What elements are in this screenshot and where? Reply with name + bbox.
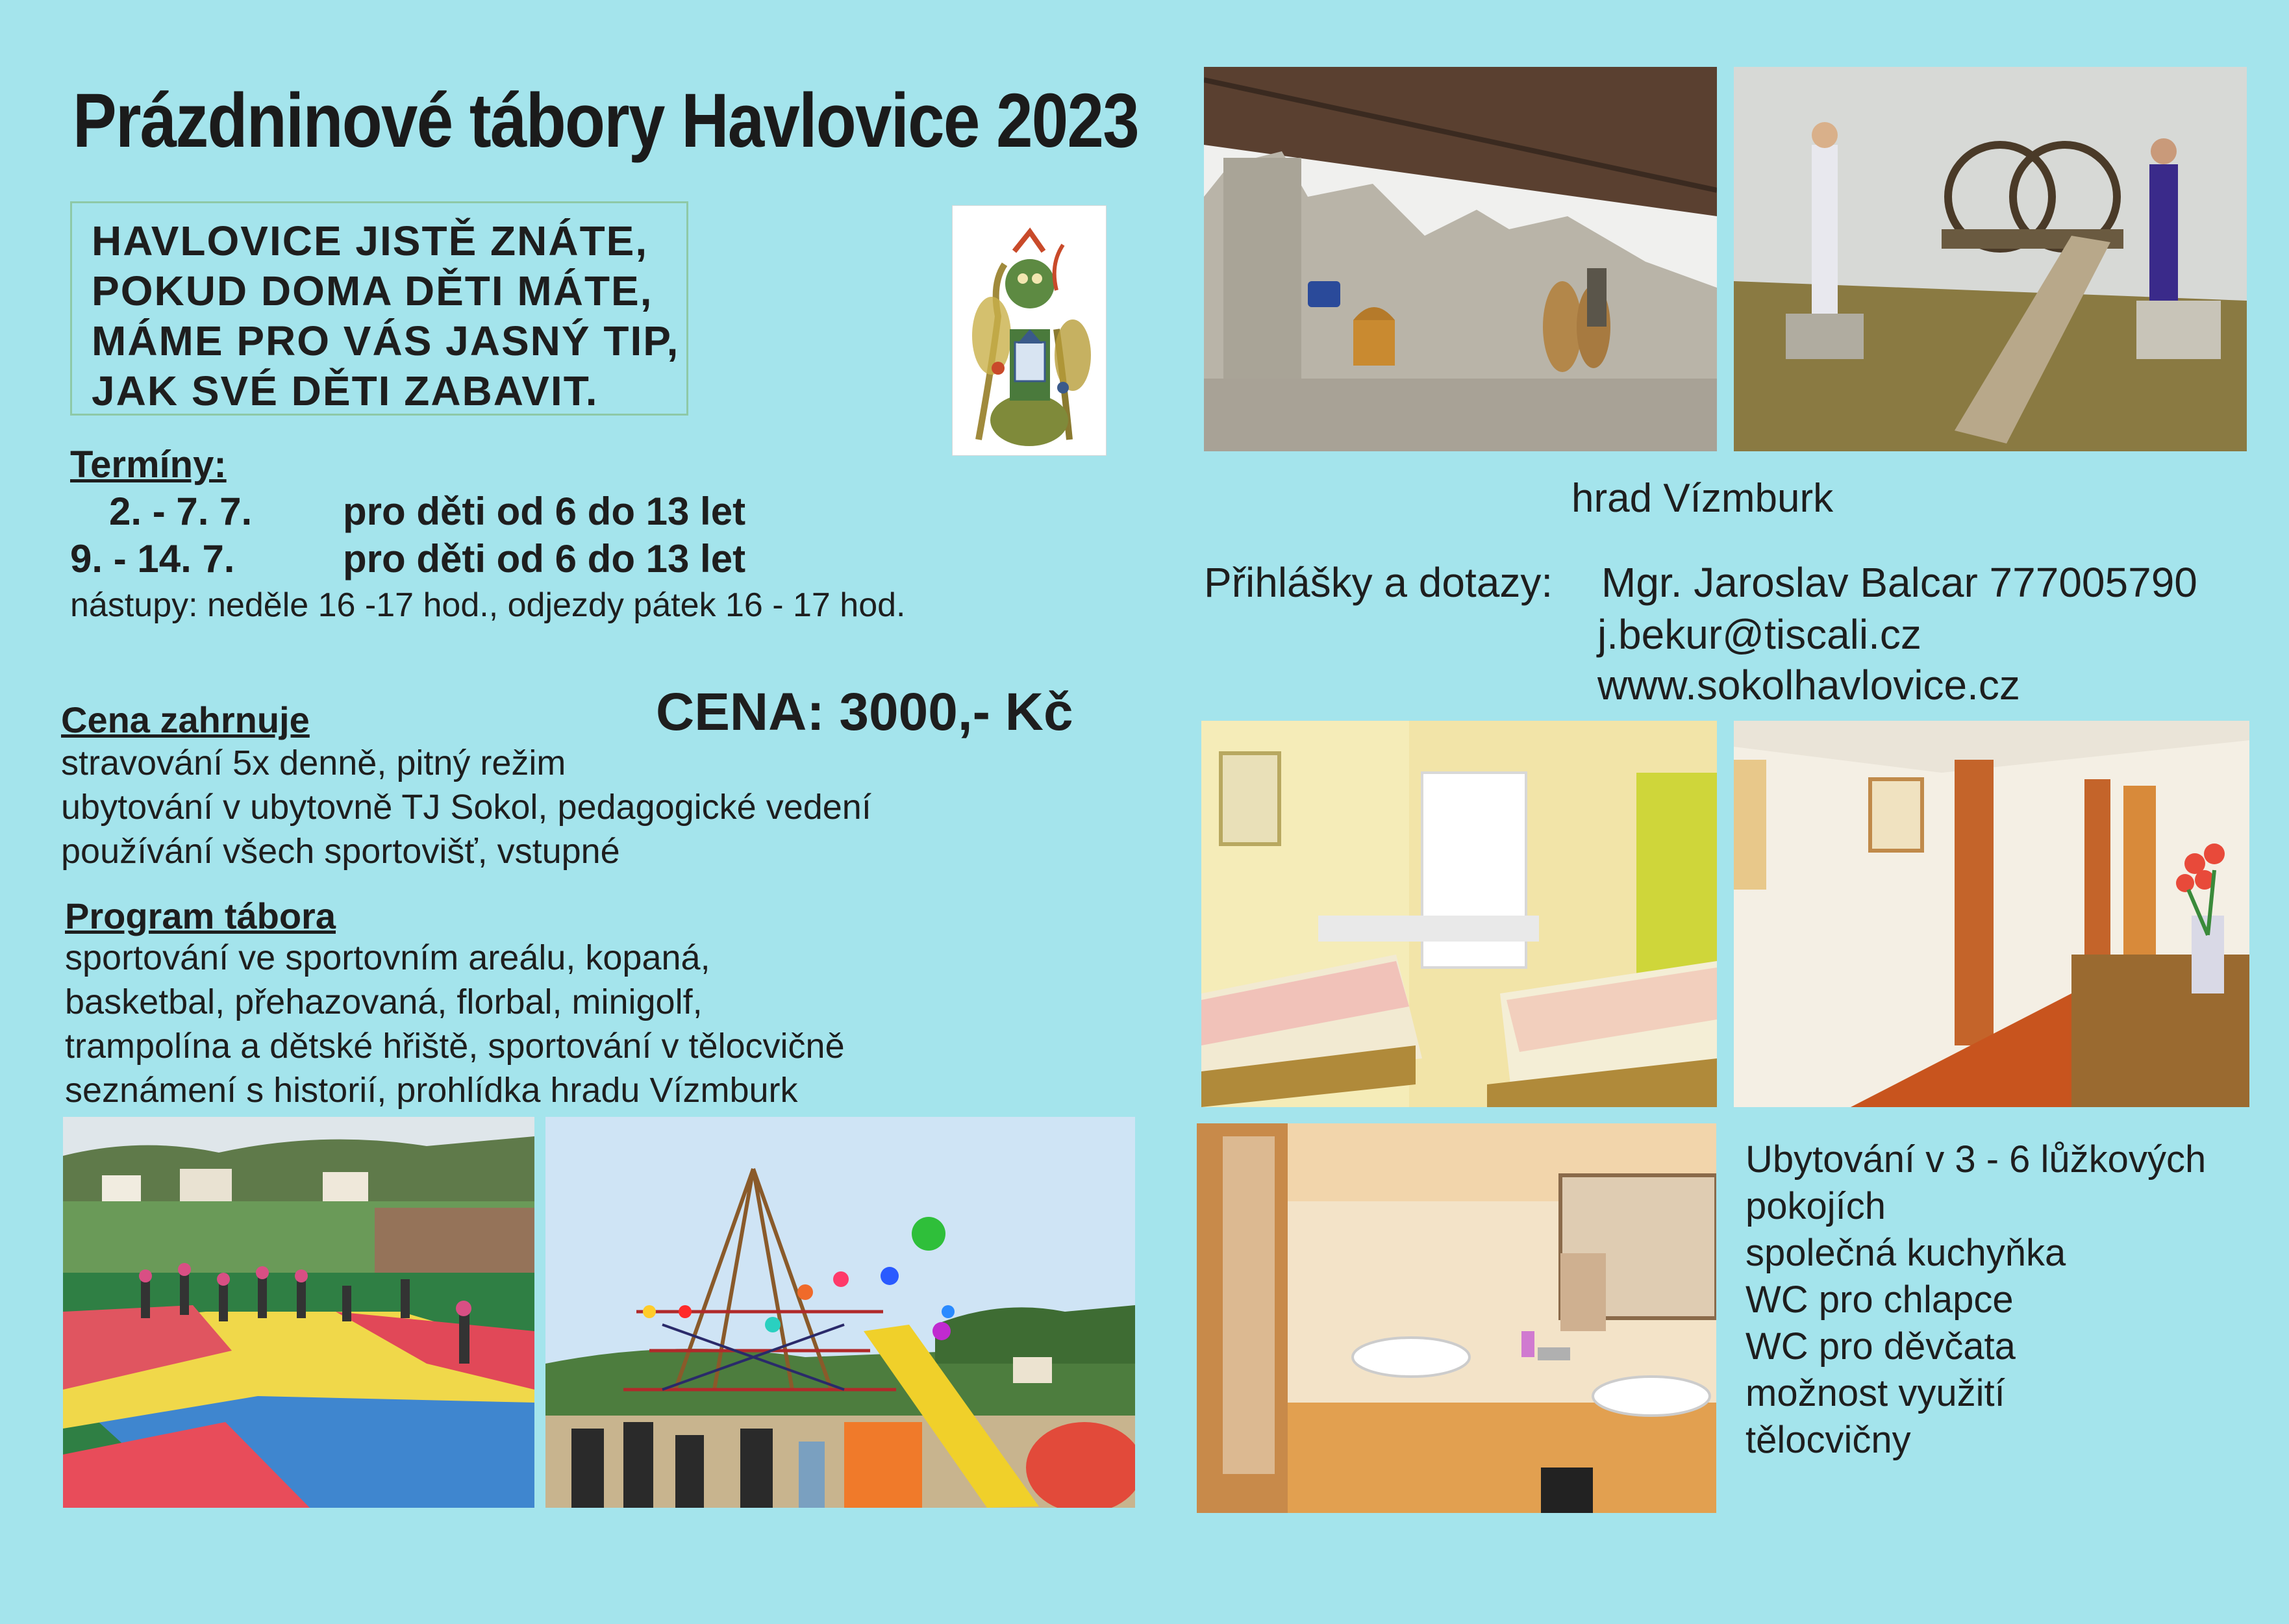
term-description: pro děti od 6 do 13 let [343,490,746,533]
accommodation-item: pokojích [1745,1185,1886,1227]
accommodation-item: možnost využití [1745,1372,2005,1414]
accommodation-item: společná kuchyňka [1745,1232,2066,1274]
contact-email: j.bekur@tiscali.cz [1597,611,1921,658]
price-item: ubytování v ubytovně TJ Sokol, pedagogické vedení [61,788,871,827]
terms-note: nástupy: neděle 16 -17 hod., odjezdy pátek 16 - 17 hod. [70,586,906,624]
term-dates: 9. - 14. 7. [70,537,235,581]
program-item: basketbal, přehazovaná, florbal, minigolf, [65,982,703,1021]
bathroom-photo [1197,1123,1716,1513]
program-item: sportování ve sportovním areálu, kopaná, [65,938,710,977]
contact-person: Mgr. Jaroslav Balcar 777005790 [1601,559,2197,606]
term-dates: 2. - 7. 7. [109,490,253,533]
castle-interior-photo [1734,67,2247,451]
accommodation-item: WC pro děvčata [1745,1325,2016,1368]
slogan-line: HAVLOVICE JISTĚ ZNÁTE, [92,218,649,264]
accommodation-item: WC pro chlapce [1745,1279,2014,1321]
page-title: Prázdninové tábory Havlovice 2023 [73,78,1138,164]
program-item: seznámení s historií, prohlídka hradu Vízmburk [65,1071,798,1110]
slogan-line: MÁME PRO VÁS JASNÝ TIP, [92,318,680,364]
trampoline-photo [63,1117,534,1508]
playground-photo [545,1117,1135,1508]
accommodation-item: tělocvičny [1745,1419,1911,1461]
slogan-box [70,201,688,416]
slogan-line: POKUD DOMA DĚTI MÁTE, [92,268,653,314]
corridor-photo [1734,721,2249,1107]
sokol-mascot-image [952,205,1107,456]
bedroom-photo [1201,721,1717,1107]
accommodation-item: Ubytování v 3 - 6 lůžkových [1745,1138,2207,1181]
contact-label: Přihlášky a dotazy: [1204,559,1553,606]
term-description: pro děti od 6 do 13 let [343,537,746,581]
castle-exterior-photo [1204,67,1717,451]
price-includes-heading: Cena zahrnuje [61,699,310,740]
price-item: používání všech sportovišť, vstupné [61,832,620,871]
program-item: trampolína a dětské hřiště, sportování v tělocvičně [65,1027,845,1066]
castle-caption: hrad Vízmburk [1571,476,1834,521]
program-heading: Program tábora [65,895,336,936]
price-label: CENA: 3000,- Kč [656,682,1073,742]
terms-heading: Termíny: [70,443,227,486]
slogan-line: JAK SVÉ DĚTI ZABAVIT. [92,368,599,414]
contact-website: www.sokolhavlovice.cz [1597,662,2020,708]
price-item: stravování 5x denně, pitný režim [61,743,566,782]
